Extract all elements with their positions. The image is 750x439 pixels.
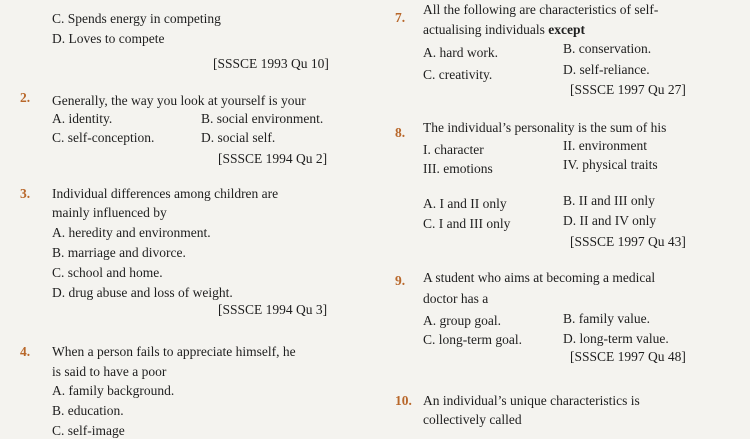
q7-option-c: C. creativity. [423,67,493,82]
q2-number: 2. [20,90,31,105]
q7-number: 7. [395,10,406,25]
q2-option-d: D. social self. [201,130,276,145]
q1-reference: [SSSCE 1993 Qu 10] [213,56,329,71]
q7-line2-text: actualising individuals [423,22,545,37]
q4-option-b: B. education. [52,403,124,418]
q1-option-c: C. Spends energy in competing [52,11,221,26]
q4-option-c: C. self-image [52,423,125,438]
q4-number: 4. [20,344,31,359]
q3-option-a: A. heredity and environment. [52,225,211,240]
q9-option-a: A. group goal. [423,313,501,328]
q8-item-iv: IV. physical traits [563,157,658,172]
q7-option-b: B. conservation. [563,41,652,56]
q3-line2: mainly influenced by [52,205,167,220]
q3-number: 3. [20,186,31,201]
q3-option-d: D. drug abuse and loss of weight. [52,285,233,300]
q10-number: 10. [395,393,412,408]
q9-option-c: C. long-term goal. [423,332,522,347]
q7-line1: All the following are characteristics of self- [423,2,659,17]
q3-option-b: B. marriage and divorce. [52,245,186,260]
q9-line1: A student who aims at becoming a medical [423,270,656,285]
q8-number: 8. [395,125,406,140]
q7-option-d: D. self-reliance. [563,62,650,77]
q10-line1: An individual’s unique characteristics is [423,393,640,408]
q8-option-d: D. II and IV only [563,213,657,228]
q2-option-c: C. self-conception. [52,130,155,145]
q2-text: Generally, the way you look at yourself is your [52,93,306,108]
q4-line1: When a person fails to appreciate himself, he [52,344,296,359]
q7-reference: [SSSCE 1997 Qu 27] [570,82,686,97]
q8-item-i: I. character [423,142,484,157]
q3-reference: [SSSCE 1994 Qu 3] [218,302,328,317]
q2-reference: [SSSCE 1994 Qu 2] [218,151,328,166]
q8-option-a: A. I and II only [423,196,507,211]
q8-text: The individual’s personality is the sum of his [423,120,667,135]
q9-option-d: D. long-term value. [563,331,669,346]
q8-item-ii: II. environment [563,138,647,153]
q7-option-a: A. hard work. [423,45,498,60]
q8-reference: [SSSCE 1997 Qu 43] [570,234,686,249]
q3-option-c: C. school and home. [52,265,163,280]
q8-option-b: B. II and III only [563,193,655,208]
q9-option-b: B. family value. [563,311,650,326]
q9-number: 9. [395,273,406,288]
q9-reference: [SSSCE 1997 Qu 48] [570,349,686,364]
q7-except: except [548,22,585,37]
q7-line2 [423,22,585,38]
q1-option-d: D. Loves to compete [52,31,165,46]
q8-item-iii: III. emotions [423,161,493,176]
q2-option-b: B. social environment. [201,111,324,126]
q2-option-a: A. identity. [52,111,113,126]
q4-option-a: A. family background. [52,383,175,398]
q9-line2: doctor has a [423,291,489,306]
q4-line2: is said to have a poor [52,364,167,379]
q10-line2: collectively called [423,412,522,427]
q3-line1: Individual differences among children are [52,186,279,201]
q8-option-c: C. I and III only [423,216,511,231]
